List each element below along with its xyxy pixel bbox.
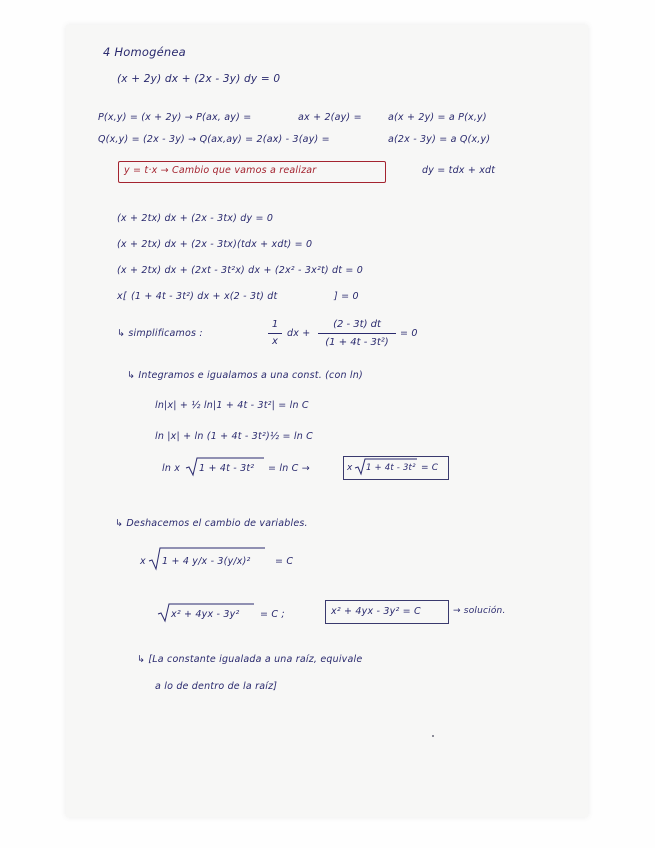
frac2-denominator: (1 + 4t - 3t²) [325,337,389,348]
q-line-left: Q(x,y) = (2x - 3y) → Q(ax,ay) = 2(ax) - 3(ay) = [98,134,330,145]
final-solution: x² + 4yx - 3y² = C [331,606,421,617]
boxed-radicand: 1 + 4t - 3t² [366,463,416,473]
step-4-close: ] = 0 [334,291,359,302]
q-line-right: a(2x - 3y) = a Q(x,y) [388,134,491,145]
frac2-line [318,333,396,334]
undo-line-2-eq: = C ; [260,609,285,620]
undo-line-1-radicand: 1 + 4 y/x - 3(y/x)² [162,556,251,567]
integrate-label: ↳ Integramos e igualamos a una const. (con ln) [127,370,363,381]
note-line-1: ↳ [La constante igualada a una raíz, equivale [137,654,363,665]
undo-line-2-radicand: x² + 4yx - 3y² [171,609,240,620]
solution-label: → solución. [453,606,506,616]
integrate-line-1: ln|x| + ½ ln|1 + 4t - 3t²| = ln C [155,400,309,411]
frac2-numerator: (2 - 3t) dt [333,319,381,330]
simplify-label: ↳ simplificamos : [117,328,203,339]
note-line-2: a lo de dentro de la raíz] [155,681,278,692]
simplify-dx: dx + [287,328,311,339]
change-variable-text: y = t·x → Cambio que vamos a realizar [124,165,317,176]
step-1: (x + 2tx) dx + (2x - 3tx) dy = 0 [117,213,274,224]
undo-line-1-x: x [140,556,146,567]
step-4-open: x[ [117,291,127,302]
frac1-denominator: x [272,336,278,347]
step-4: (1 + 4t - 3t²) dx + x(2 - 3t) dt [131,291,278,302]
boxed-x: x [347,463,353,473]
integrate-line-2: ln |x| + ln (1 + 4t - 3t²)½ = ln C [155,431,313,442]
p-line-mid: ax + 2(ay) = [298,112,362,123]
integrate-line-3-right: = ln C → [268,463,310,474]
main-equation: (x + 2y) dx + (2x - 3y) dy = 0 [117,73,281,85]
pen-mark [432,735,434,737]
dy-substitution: dy = tdx + xdt [422,165,496,176]
step-2: (x + 2tx) dx + (2x - 3tx)(tdx + xdt) = 0 [117,239,313,250]
undo-label: ↳ Deshacemos el cambio de variables. [115,518,308,529]
simplify-eq: = 0 [400,328,418,339]
boxed-eq: = C [421,463,439,473]
frac1-line [268,333,282,334]
section-heading: 4 Homogénea [103,45,186,59]
p-line-left: P(x,y) = (x + 2y) → P(ax, ay) = [98,112,252,123]
undo-line-1-eq: = C [275,556,294,567]
p-line-right: a(x + 2y) = a P(x,y) [388,112,487,123]
integrate-line-3-radicand: 1 + 4t - 3t² [199,463,255,474]
step-3: (x + 2tx) dx + (2xt - 3t²x) dx + (2x² - 3x²t) dt = 0 [117,265,364,276]
integrate-line-3-left: ln x [162,463,181,474]
frac1-numerator: 1 [271,319,279,330]
